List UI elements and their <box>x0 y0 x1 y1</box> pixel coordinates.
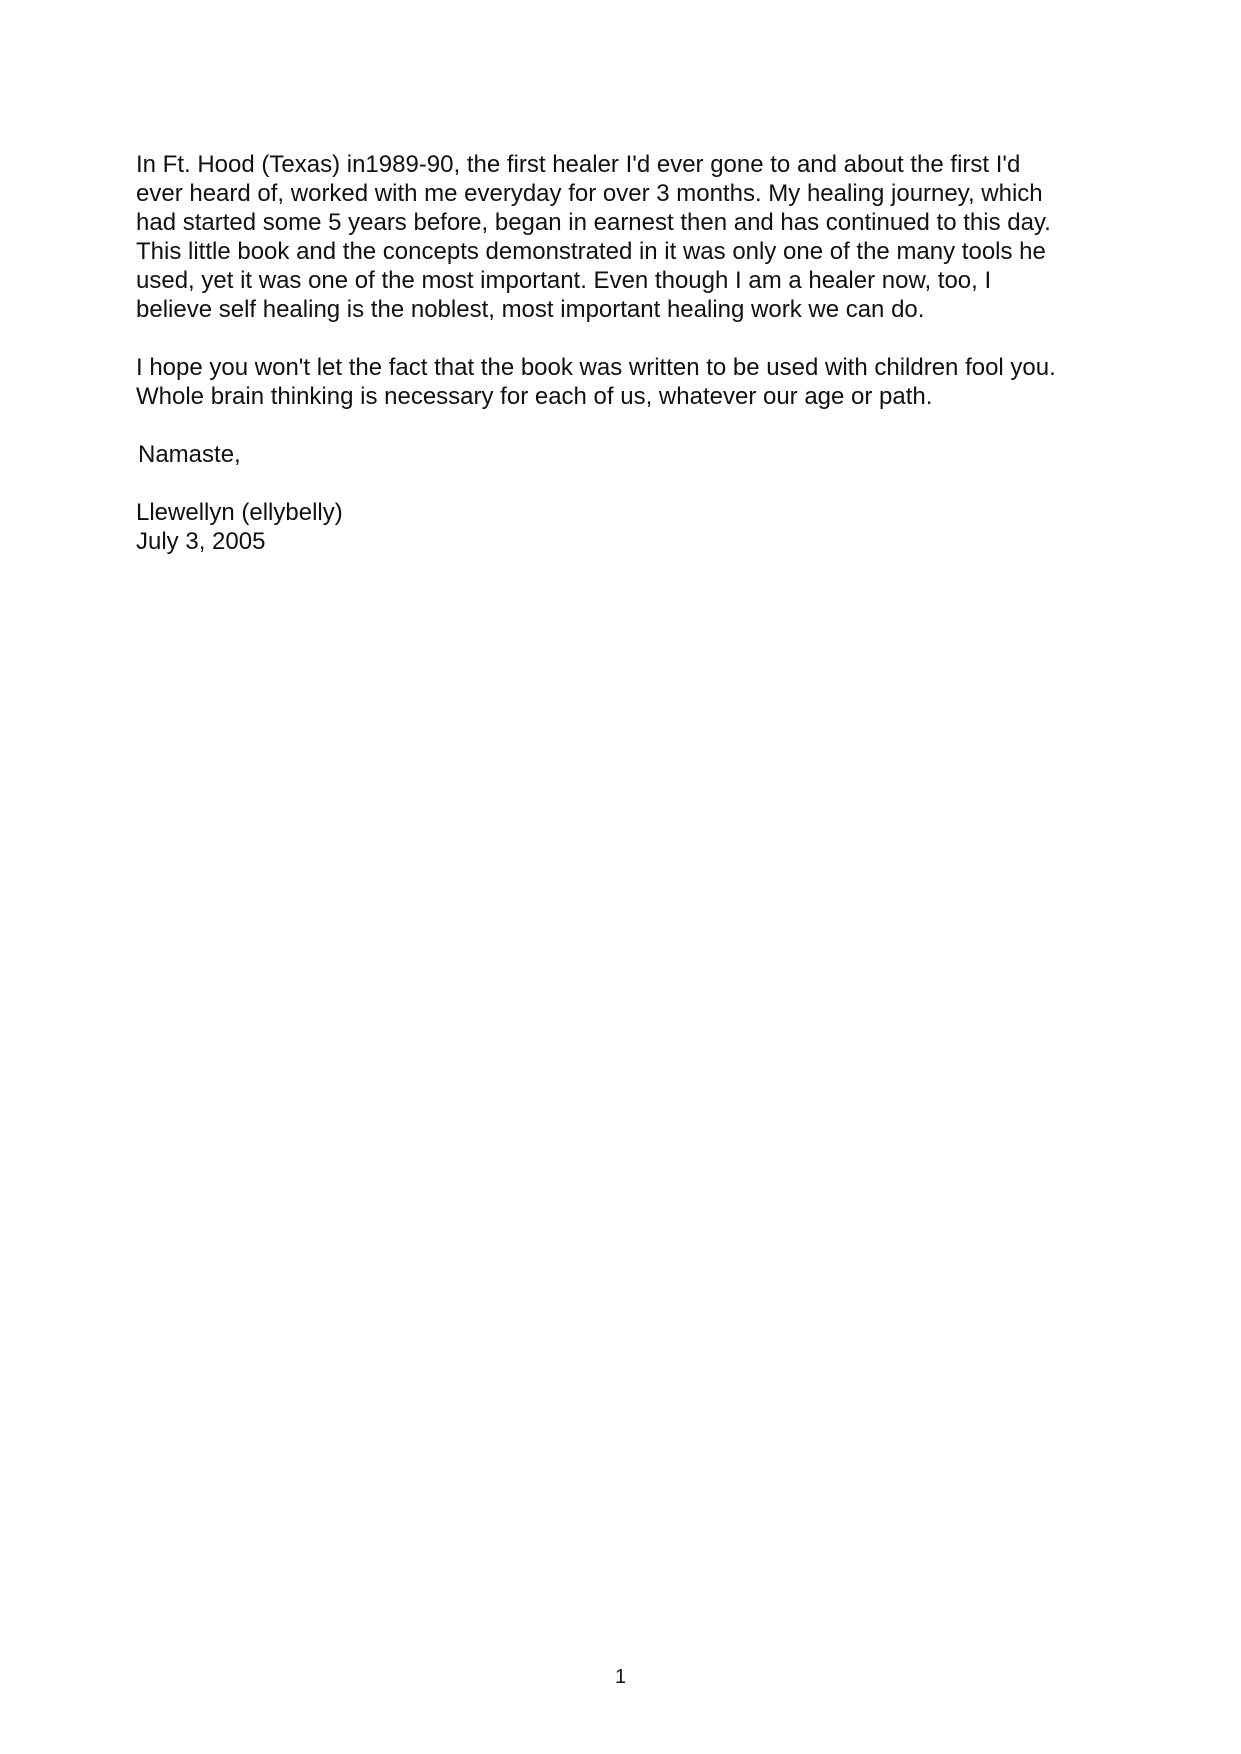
paragraph-line: used, yet it was one of the most important. Even though I am a healer now, too, I <box>136 267 992 294</box>
letter-body <box>136 150 1136 556</box>
paragraph-1 <box>136 150 1136 324</box>
paragraph-spacer <box>136 411 1136 440</box>
paragraph-line: This little book and the concepts demonstrated in it was only one of the many tools he <box>136 238 1046 265</box>
page-number: 1 <box>614 1666 627 1688</box>
signature-date: July 3, 2005 <box>136 528 266 555</box>
paragraph-spacer <box>136 469 1136 498</box>
paragraph-spacer <box>136 324 1136 353</box>
paragraph-line: I hope you won't let the fact that the book was written to be used with children fool you. <box>136 354 1056 381</box>
paragraph-line: believe self healing is the noblest, most important healing work we can do. <box>136 296 925 323</box>
paragraph-line: In Ft. Hood (Texas) in1989-90, the first healer I'd ever gone to and about the first I'd <box>136 151 1021 178</box>
signature-block <box>136 498 1136 556</box>
paragraph-line: Whole brain thinking is necessary for each of us, whatever our age or path. <box>136 383 933 410</box>
paragraph-2 <box>136 353 1136 411</box>
closing-salutation: Namaste, <box>138 441 241 468</box>
paragraph-line: ever heard of, worked with me everyday for over 3 months. My healing journey, which <box>136 180 1043 207</box>
paragraph-line: had started some 5 years before, began in earnest then and has continued to this day. <box>136 209 1051 236</box>
signature-name: Llewellyn (ellybelly) <box>136 499 343 526</box>
